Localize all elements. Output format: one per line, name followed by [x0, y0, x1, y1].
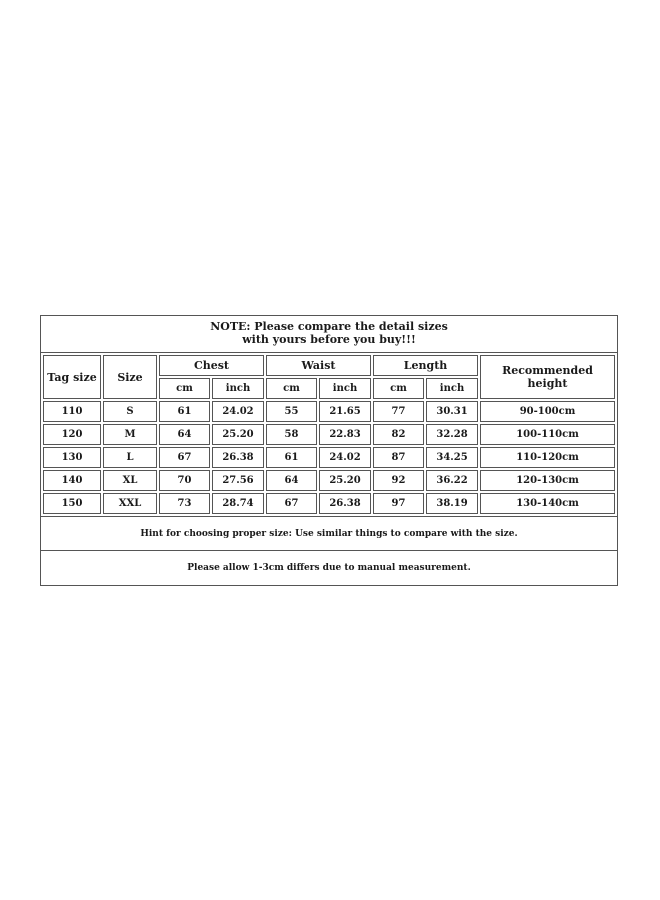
cell-recommended-height: 110-120cm	[480, 447, 615, 468]
cell-waist-cm: 55	[266, 401, 317, 422]
cell-recommended-height: 130-140cm	[480, 493, 615, 514]
header-tag-size: Tag size	[43, 355, 101, 399]
cell-chest-cm: 67	[159, 447, 210, 468]
measurement-note: Please allow 1-3cm differs due to manual measurement.	[41, 550, 617, 584]
cell-tag-size: 120	[43, 424, 101, 445]
header-length: Length	[373, 355, 478, 376]
cell-length-inch: 36.22	[426, 470, 478, 491]
cell-chest-inch: 28.74	[212, 493, 264, 514]
subheader-chest-inch: inch	[212, 378, 264, 399]
size-chart	[40, 315, 618, 586]
cell-waist-cm: 58	[266, 424, 317, 445]
table-row	[43, 424, 615, 445]
table-row	[43, 447, 615, 468]
cell-waist-cm: 61	[266, 447, 317, 468]
header-chest: Chest	[159, 355, 264, 376]
cell-recommended-height: 100-110cm	[480, 424, 615, 445]
cell-chest-inch: 26.38	[212, 447, 264, 468]
cell-waist-inch: 22.83	[319, 424, 371, 445]
cell-waist-cm: 64	[266, 470, 317, 491]
cell-size: L	[103, 447, 157, 468]
cell-tag-size: 130	[43, 447, 101, 468]
cell-chest-cm: 64	[159, 424, 210, 445]
cell-chest-inch: 27.56	[212, 470, 264, 491]
cell-waist-cm: 67	[266, 493, 317, 514]
hint-text: Hint for choosing proper size: Use similar things to compare with the size.	[41, 516, 617, 550]
cell-recommended-height: 90-100cm	[480, 401, 615, 422]
header-recommended-height: Recommended height	[480, 355, 615, 399]
subheader-waist-cm: cm	[266, 378, 317, 399]
cell-waist-inch: 21.65	[319, 401, 371, 422]
cell-chest-cm: 70	[159, 470, 210, 491]
note-header	[41, 316, 617, 353]
cell-tag-size: 110	[43, 401, 101, 422]
subheader-length-inch: inch	[426, 378, 478, 399]
cell-waist-inch: 24.02	[319, 447, 371, 468]
table-row	[43, 493, 615, 514]
cell-length-inch: 30.31	[426, 401, 478, 422]
note-line-1: NOTE: Please compare the detail sizes	[210, 320, 448, 333]
subheader-chest-cm: cm	[159, 378, 210, 399]
cell-waist-inch: 25.20	[319, 470, 371, 491]
subheader-waist-inch: inch	[319, 378, 371, 399]
cell-chest-inch: 24.02	[212, 401, 264, 422]
cell-length-cm: 87	[373, 447, 424, 468]
cell-tag-size: 140	[43, 470, 101, 491]
cell-chest-cm: 73	[159, 493, 210, 514]
cell-waist-inch: 26.38	[319, 493, 371, 514]
table-row	[43, 470, 615, 491]
cell-length-inch: 34.25	[426, 447, 478, 468]
cell-length-inch: 32.28	[426, 424, 478, 445]
cell-length-cm: 92	[373, 470, 424, 491]
table-row	[43, 401, 615, 422]
header-waist: Waist	[266, 355, 371, 376]
note-line-2: with yours before you buy!!!	[242, 333, 416, 346]
cell-size: XL	[103, 470, 157, 491]
cell-length-cm: 82	[373, 424, 424, 445]
size-table	[41, 353, 617, 516]
cell-length-inch: 38.19	[426, 493, 478, 514]
cell-length-cm: 97	[373, 493, 424, 514]
cell-size: M	[103, 424, 157, 445]
cell-chest-cm: 61	[159, 401, 210, 422]
cell-length-cm: 77	[373, 401, 424, 422]
header-size: Size	[103, 355, 157, 399]
cell-tag-size: 150	[43, 493, 101, 514]
cell-size: XXL	[103, 493, 157, 514]
cell-size: S	[103, 401, 157, 422]
cell-recommended-height: 120-130cm	[480, 470, 615, 491]
subheader-length-cm: cm	[373, 378, 424, 399]
cell-chest-inch: 25.20	[212, 424, 264, 445]
